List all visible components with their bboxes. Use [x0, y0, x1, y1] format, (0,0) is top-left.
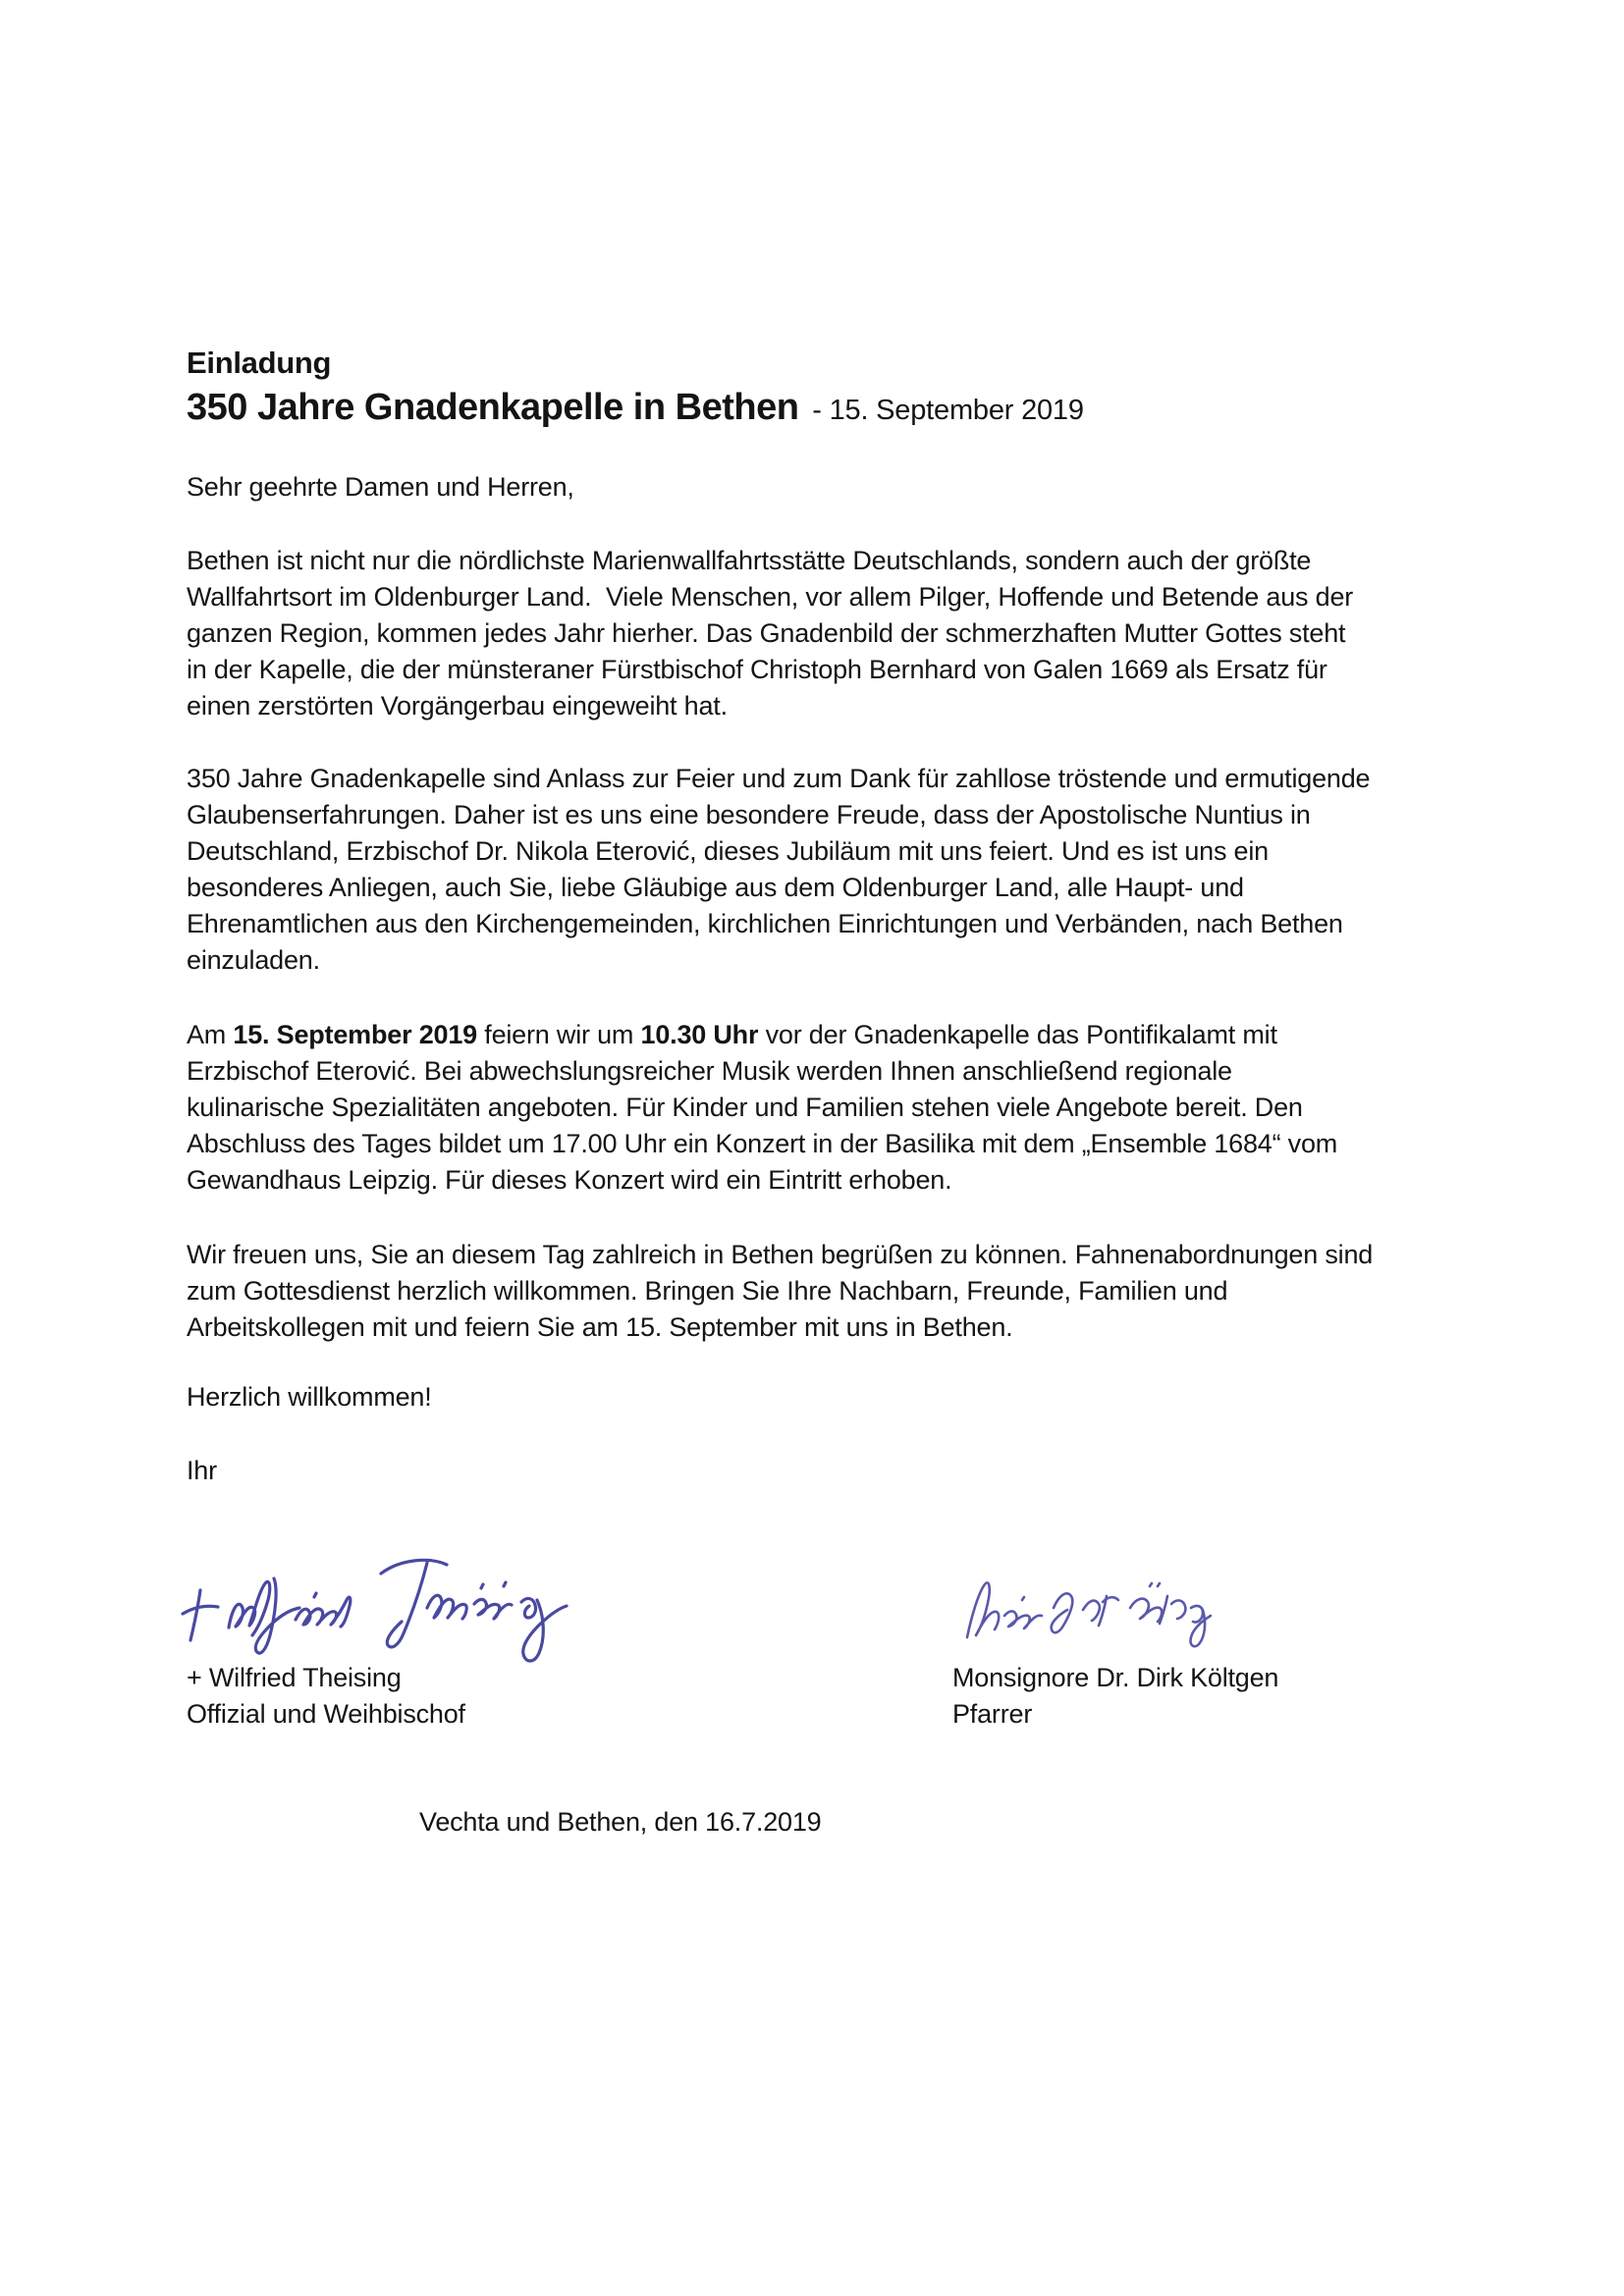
- text-segment: Am: [187, 1020, 234, 1049]
- closing-line: [187, 1379, 432, 1415]
- dirk-koeltgen-signature: [957, 1567, 1222, 1650]
- paragraph-line: Wallfahrtsort im Oldenburger Land. Viele Menschen, vor allem Pilger, Hoffende und Betende aus der: [187, 582, 1354, 612]
- text-segment: feiern wir um: [476, 1020, 641, 1049]
- paragraph-3: [187, 1017, 1337, 1199]
- signer-name: + Wilfried Theising: [187, 1663, 402, 1692]
- paragraph-line: besonderes Anliegen, auch Sie, liebe Gläubige aus dem Oldenburger Land, alle Haupt- und: [187, 873, 1244, 902]
- paragraph-line: einen zerstörten Vorgängerbau eingeweiht hat.: [187, 691, 728, 721]
- pre-signature-line: [187, 1453, 217, 1489]
- paragraph-2: [187, 761, 1370, 979]
- salutation-text: Sehr geehrte Damen und Herren,: [187, 472, 574, 502]
- title-text: 350 Jahre Gnadenkapelle in Bethen: [187, 387, 799, 428]
- paragraph-line: kulinarische Spezialitäten angeboten. Für Kinder und Familien stehen viele Angebote bereit. Den: [187, 1093, 1303, 1122]
- paragraph-line: ganzen Region, kommen jedes Jahr hierher. Das Gnadenbild der schmerzhaften Mutter Gottes steht: [187, 618, 1346, 648]
- place-date-text: Vechta und Bethen, den 16.7.2019: [419, 1807, 822, 1837]
- bold-time: 10.30 Uhr: [640, 1020, 759, 1049]
- paragraph-4: [187, 1237, 1373, 1346]
- paragraph-line: Arbeitskollegen mit und feiern Sie am 15. September mit uns in Bethen.: [187, 1312, 1013, 1342]
- paragraph-line: Deutschland, Erzbischof Dr. Nikola Eterović, dieses Jubiläum mit uns feiert. Und es ist uns ein: [187, 836, 1269, 866]
- signer-name: Monsignore Dr. Dirk Költgen: [952, 1663, 1279, 1692]
- text-segment: vor der Gnadenkapelle das Pontifikalamt mit: [758, 1020, 1277, 1049]
- paragraph-line: einzuladen.: [187, 945, 320, 975]
- letter-title: [187, 383, 1084, 435]
- place-date-line: [419, 1804, 821, 1841]
- signature-block-left: [187, 1660, 465, 1733]
- bold-date: 15. September 2019: [233, 1020, 477, 1049]
- title-date: - 15. September 2019: [804, 395, 1084, 426]
- pre-signature-text: Ihr: [187, 1456, 217, 1485]
- paragraph-line: 350 Jahre Gnadenkapelle sind Anlass zur Feier und zum Dank für zahllose tröstende und ermutigende: [187, 764, 1371, 793]
- signer-role: Offizial und Weihbischof: [187, 1699, 465, 1729]
- paragraph-line: Ehrenamtlichen aus den Kirchengemeinden, kirchlichen Einrichtungen und Verbänden, nach Bethen: [187, 909, 1343, 938]
- paragraph-line: Gewandhaus Leipzig. Für dieses Konzert wird ein Eintritt erhoben.: [187, 1165, 952, 1195]
- signature-block-right: [952, 1660, 1278, 1733]
- paragraph-line: [187, 1017, 1337, 1053]
- closing-text: Herzlich willkommen!: [187, 1382, 432, 1412]
- letter-heading: Einladung: [187, 346, 332, 380]
- paragraph-line: Abschluss des Tages bildet um 17.00 Uhr ein Konzert in der Basilika mit dem „Ensemble 1684“ vom: [187, 1129, 1338, 1158]
- paragraph-line: in der Kapelle, die der münsteraner Fürstbischof Christoph Bernhard von Galen 1669 als Ersatz für: [187, 655, 1327, 684]
- wilfried-theising-signature: [180, 1549, 572, 1672]
- paragraph-line: Erzbischof Eterović. Bei abwechslungsreicher Musik werden Ihnen anschließend regionale: [187, 1056, 1232, 1086]
- paragraph-1: [187, 543, 1353, 724]
- salutation: [187, 469, 574, 506]
- signer-role: Pfarrer: [952, 1699, 1033, 1729]
- paragraph-line: Bethen ist nicht nur die nördlichste Marienwallfahrtsstätte Deutschlands, sondern auch der größte: [187, 546, 1312, 575]
- paragraph-line: zum Gottesdienst herzlich willkommen. Bringen Sie Ihre Nachbarn, Freunde, Familien und: [187, 1276, 1228, 1306]
- paragraph-line: Glaubenserfahrungen. Daher ist es uns eine besondere Freude, dass der Apostolische Nuntius in: [187, 800, 1311, 829]
- paragraph-line: Wir freuen uns, Sie an diesem Tag zahlreich in Bethen begrüßen zu können. Fahnenabordnungen sind: [187, 1240, 1374, 1269]
